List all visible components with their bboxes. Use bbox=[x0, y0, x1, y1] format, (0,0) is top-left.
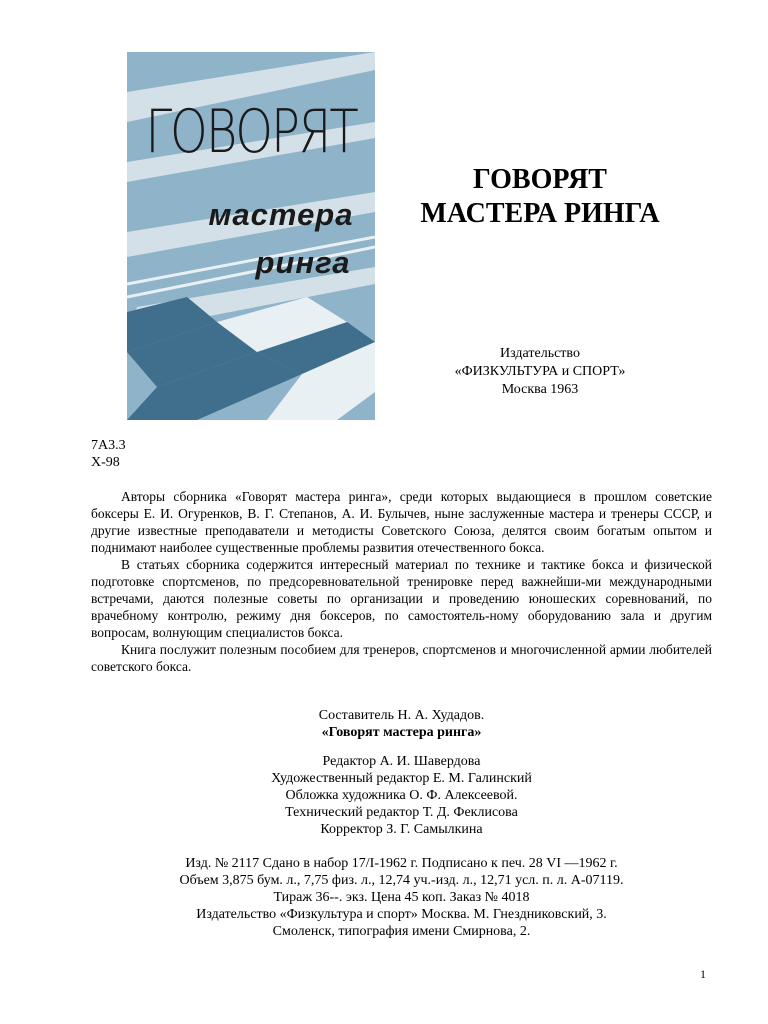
cover-title-line2: мастера bbox=[208, 197, 354, 232]
credits-book-title: «Говорят мастера ринга» bbox=[321, 725, 482, 740]
book-title-line1: ГОВОРЯТ bbox=[473, 164, 607, 195]
book-cover-image bbox=[127, 52, 375, 420]
imprint-line: Объем 3,875 бум. л., 7,75 физ. л., 12,74 уч.-изд. л., 12,71 усл. п. л. А-07119. bbox=[179, 873, 624, 888]
imprint-line: Изд. № 2117 Сдано в набор 17/I-1962 г. Подписано к печ. 28 VI —1962 г. bbox=[185, 856, 618, 871]
editor: Редактор А. И. Шавердова bbox=[322, 754, 481, 769]
book-title bbox=[390, 163, 690, 231]
publisher-block bbox=[390, 345, 690, 399]
publisher-city-year: Москва 1963 bbox=[501, 382, 579, 397]
cover-artist: Обложка художника О. Ф. Алексеевой. bbox=[285, 788, 518, 803]
proofreader: Корректор З. Г. Самылкина bbox=[320, 822, 483, 837]
compiler: Составитель Н. А. Худадов. bbox=[318, 708, 485, 723]
cover-title-line1: ГОВОРЯТ bbox=[145, 97, 357, 167]
cover-title-line3: ринга bbox=[255, 245, 351, 280]
annotation-paragraph: В статьях сборника содержится интересный материал по технике и тактике бокса и физической подготовке спортсменов, по предсоревновательной тренировке перед важнейши-ми международными встречами, даются полезные советы по организации и проведению юношеских соревнований, по врачебному контролю, режиму дня боксеров, по самостоятель-ному оборудованию зала и другим вопросам, волнующим специалистов бокса. bbox=[91, 557, 712, 640]
art-editor: Художественный редактор Е. М. Галинский bbox=[271, 771, 532, 786]
tech-editor: Технический редактор Т. Д. Феклисова bbox=[285, 805, 518, 820]
classification-code: 7А3.3 bbox=[91, 438, 126, 453]
publisher-name: «ФИЗКУЛЬТУРА и СПОРТ» bbox=[454, 364, 626, 379]
annotation bbox=[91, 488, 712, 675]
author-mark: Х-98 bbox=[91, 455, 120, 470]
book-title-line2: МАСТЕРА РИНГА bbox=[420, 198, 660, 229]
annotation-paragraph: Книга послужит полезным пособием для тренеров, спортсменов и многочисленной армии любителей советского бокса. bbox=[91, 642, 712, 674]
imprint-block bbox=[91, 855, 712, 940]
annotation-paragraph: Авторы сборника «Говорят мастера ринга», среди которых выдающиеся в прошлом советские боксеры Е. И. Огуренков, В. Г. Степанов, А. И. Булычев, ныне заслуженные мастера и тренеры СССР, и другие известные преподаватели и методисты Советского Союза, делятся своим богатым опытом и поднимают наиболее существенные проблемы развития отечественного бокса. bbox=[91, 489, 712, 555]
publisher-label: Издательство bbox=[500, 346, 580, 361]
imprint-line: Тираж 36--. экз. Цена 45 коп. Заказ № 4018 bbox=[273, 890, 530, 905]
classification-codes bbox=[91, 437, 126, 471]
credits-block bbox=[91, 707, 712, 838]
page-number: 1 bbox=[700, 967, 706, 981]
imprint-line: Смоленск, типография имени Смирнова, 2. bbox=[272, 924, 531, 939]
imprint-line: Издательство «Физкультура и спорт» Москва. М. Гнездниковский, 3. bbox=[196, 907, 607, 922]
